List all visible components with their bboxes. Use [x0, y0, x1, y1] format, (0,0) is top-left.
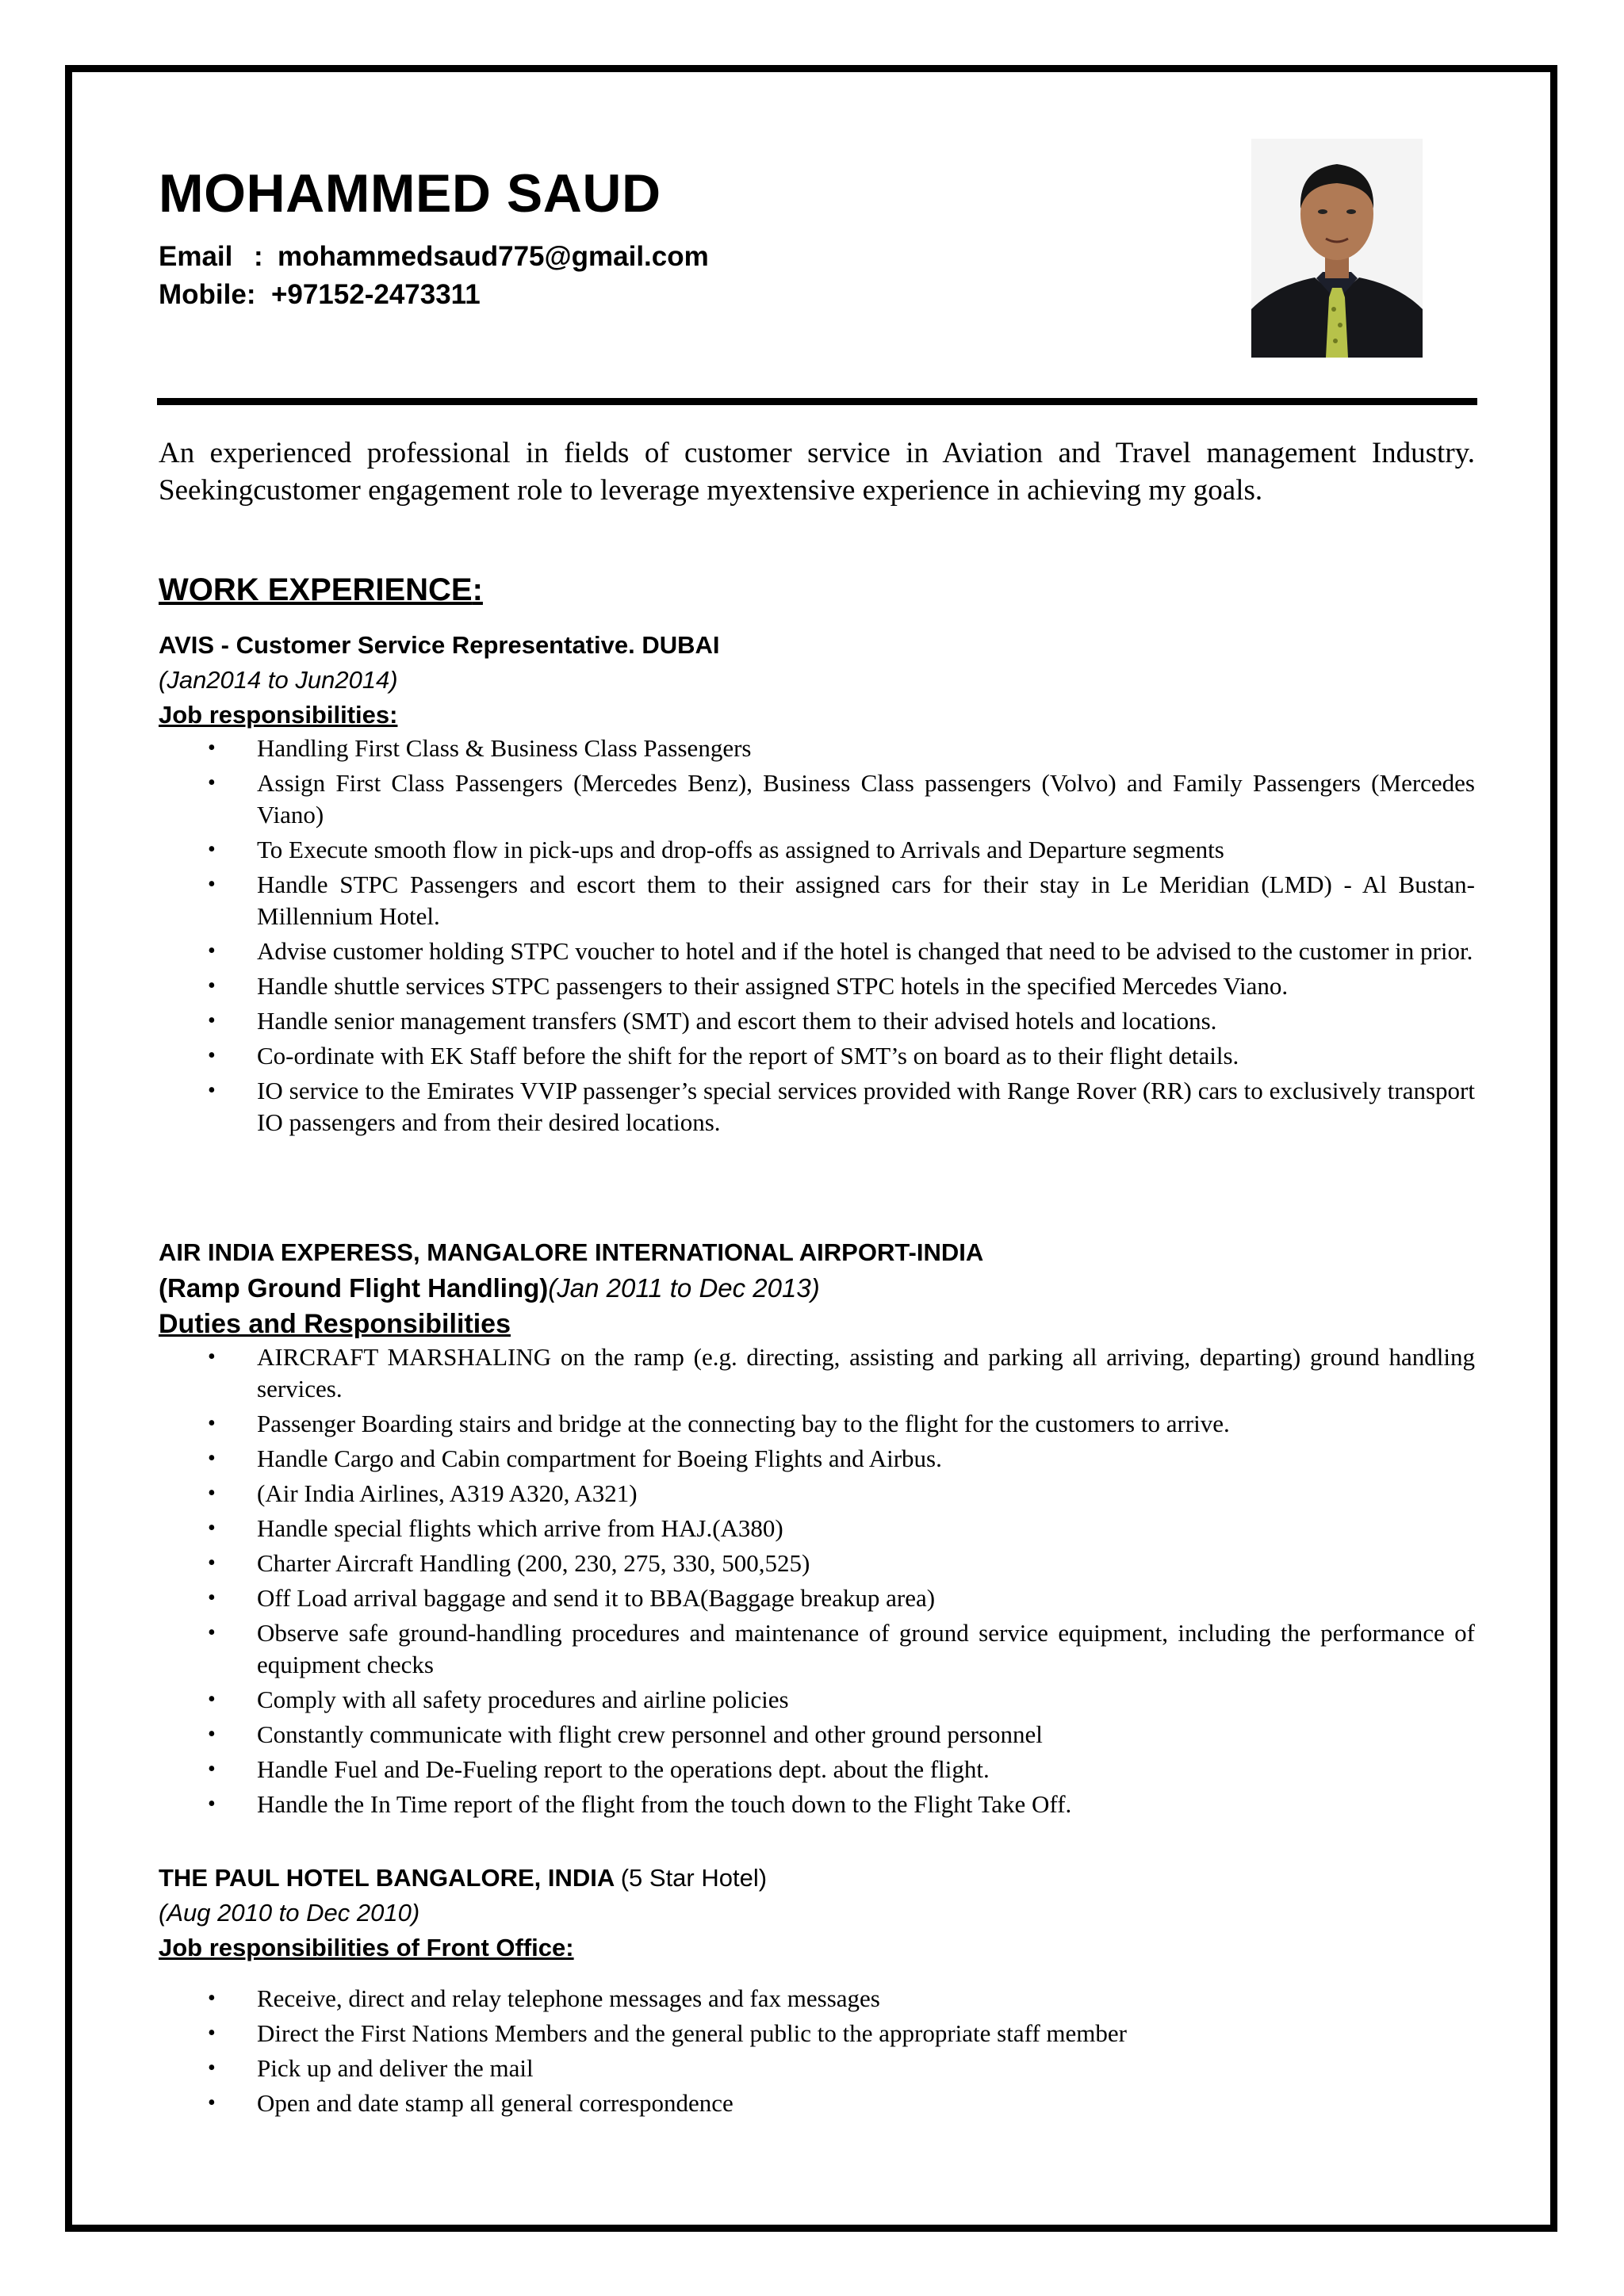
job-dates: (Jan 2011 to Dec 2013): [548, 1273, 820, 1303]
bullet-icon: •: [208, 974, 216, 998]
bullet-icon: •: [208, 1008, 216, 1033]
list-item: • Handle shuttle services STPC passengers to their assigned STPC hotels in the specified Mercedes Viano.: [159, 970, 1475, 1002]
list-item: • Receive, direct and relay telephone messages and fax messages: [159, 1983, 1475, 2015]
bullet-icon: •: [208, 1345, 216, 1369]
email-label: Email: [159, 241, 233, 272]
job-avis: [159, 628, 1475, 1142]
bullet-icon: •: [208, 1621, 216, 1645]
bullet-icon: •: [208, 1481, 216, 1506]
bullet-icon: •: [208, 1446, 216, 1471]
bullet-icon: •: [208, 736, 216, 760]
bullet-icon: •: [208, 2056, 216, 2080]
job-title-text: THE PAUL HOTEL BANGALORE, INDIA: [159, 1864, 615, 1892]
job-subtitle: [159, 1270, 1475, 1307]
professional-summary: An experienced professional in fields of customer service in Aviation and Travel management Industry. Seekingcustomer engagement role to leverage myextensive experience in achieving my goals.: [159, 437, 1475, 507]
bullet-icon: •: [208, 1586, 216, 1610]
responsibilities-list: [159, 733, 1475, 1138]
list-item: • Advise customer holding STPC voucher to hotel and if the hotel is changed that need to be advised to the customer in prior.: [159, 936, 1475, 967]
list-item: • Passenger Boarding stairs and bridge at the connecting bay to the flight for the customers to arrive.: [159, 1408, 1475, 1440]
bullet-icon: •: [208, 1757, 216, 1781]
list-item: • Assign First Class Passengers (Mercedes Benz), Business Class passengers (Volvo) and Family Passengers (Mercedes Viano): [208, 769, 1475, 828]
bullet-icon: •: [208, 1043, 216, 1068]
list-item: • Direct the First Nations Members and the general public to the appropriate staff member: [159, 2018, 1475, 2049]
responsibilities-heading: Duties and Responsibilities: [159, 1309, 511, 1339]
job-dates: (Jan2014 to Jun2014): [159, 666, 398, 694]
list-item: • Comply with all safety procedures and airline policies: [159, 1684, 1475, 1716]
responsibilities-list: [159, 1341, 1475, 1820]
job-title: AVIS - Customer Service Representative. DUBAI: [159, 631, 720, 659]
header-divider: [157, 398, 1477, 405]
bullet-icon: •: [208, 1078, 216, 1103]
profile-photo-image: [1251, 139, 1423, 358]
bullet-icon: •: [208, 1516, 216, 1540]
bullet-icon: •: [208, 2091, 216, 2115]
list-item: • Handle senior management transfers (SMT) and escort them to their advised hotels and locations.: [159, 1005, 1475, 1037]
list-item: • Handle Cargo and Cabin compartment for Boeing Flights and Airbus.: [159, 1443, 1475, 1475]
section-title-text: WORK EXPERIENCE: [159, 572, 473, 607]
profile-photo: [1251, 139, 1423, 358]
list-item: • To Execute smooth flow in pick-ups and drop-offs as assigned to Arrivals and Departure segments: [159, 834, 1475, 866]
mobile-label: Mobile:: [159, 279, 256, 310]
bullet-icon: •: [208, 1551, 216, 1575]
section-title-work-experience: WORK EXPERIENCE:: [159, 572, 483, 607]
bullet-icon: •: [208, 1986, 216, 2011]
list-item: • Charter Aircraft Handling (200, 230, 275, 330, 500,525): [159, 1548, 1475, 1579]
bullet-icon: •: [208, 837, 216, 862]
bullet-icon: •: [208, 872, 216, 897]
job-dates: (Aug 2010 to Dec 2010): [159, 1899, 420, 1927]
job-title: [159, 1861, 1475, 1896]
list-item: • Handle special flights which arrive from HAJ.(A380): [159, 1513, 1475, 1544]
bullet-icon: •: [208, 1792, 216, 1816]
job-paul-hotel: [159, 1861, 1475, 2122]
list-item: • IO service to the Emirates VVIP passenger’s special services provided with Range Rover (RR) cars to exclusively transport IO passengers and from their desired locations.: [208, 1077, 1475, 1136]
list-item: • Handle Fuel and De-Fueling report to the operations dept. about the flight.: [159, 1754, 1475, 1785]
email-value[interactable]: mohammedsaud775@gmail.com: [278, 241, 709, 272]
list-item: • Handling First Class & Business Class Passengers: [159, 733, 1475, 764]
responsibilities-heading: Job responsibilities:: [159, 701, 398, 729]
bullet-icon: •: [208, 2021, 216, 2045]
bullet-icon: •: [208, 1411, 216, 1436]
list-item: • AIRCRAFT MARSHALING on the ramp (e.g. directing, assisting and parking all arriving, departing) ground handling services.: [208, 1343, 1475, 1402]
list-item: • Observe safe ground-handling procedures and maintenance of ground service equipment, including the performance of equipment checks: [208, 1619, 1475, 1678]
responsibilities-list: [159, 1983, 1475, 2119]
responsibilities-heading: Job responsibilities of Front Office:: [159, 1934, 574, 1961]
list-item: • Constantly communicate with flight crew personnel and other ground personnel: [159, 1719, 1475, 1751]
list-item: • Off Load arrival baggage and send it to BBA(Baggage breakup area): [159, 1582, 1475, 1614]
list-item: • (Air India Airlines, A319 A320, A321): [159, 1478, 1475, 1510]
bullet-icon: •: [208, 1687, 216, 1712]
bullet-icon: •: [208, 771, 216, 795]
job-title-note: (5 Star Hotel): [620, 1864, 768, 1892]
list-item: • Co-ordinate with EK Staff before the shift for the report of SMT’s on board as to their flight details.: [159, 1040, 1475, 1072]
list-item: • Handle STPC Passengers and escort them to their assigned cars for their stay in Le Meridian (LMD) - Al Bustan-Millennium Hotel.: [208, 871, 1475, 930]
job-title: AIR INDIA EXPERESS, MANGALORE INTERNATIONAL AIRPORT-INDIA: [159, 1238, 984, 1266]
list-item: • Handle the In Time report of the flight from the touch down to the Flight Take Off.: [159, 1789, 1475, 1820]
mobile-value: +97152-2473311: [270, 279, 481, 310]
list-item: • Open and date stamp all general correspondence: [159, 2087, 1475, 2119]
list-item: • Pick up and deliver the mail: [159, 2053, 1475, 2084]
job-role: (Ramp Ground Flight Handling): [159, 1273, 549, 1303]
job-air-india-express: [159, 1235, 1475, 1823]
email-line: Email : mohammedsaud775@gmail.com: [159, 238, 1475, 276]
bullet-icon: •: [208, 1722, 216, 1747]
bullet-icon: •: [208, 939, 216, 963]
candidate-name: MOHAMMED SAUD: [159, 163, 661, 224]
